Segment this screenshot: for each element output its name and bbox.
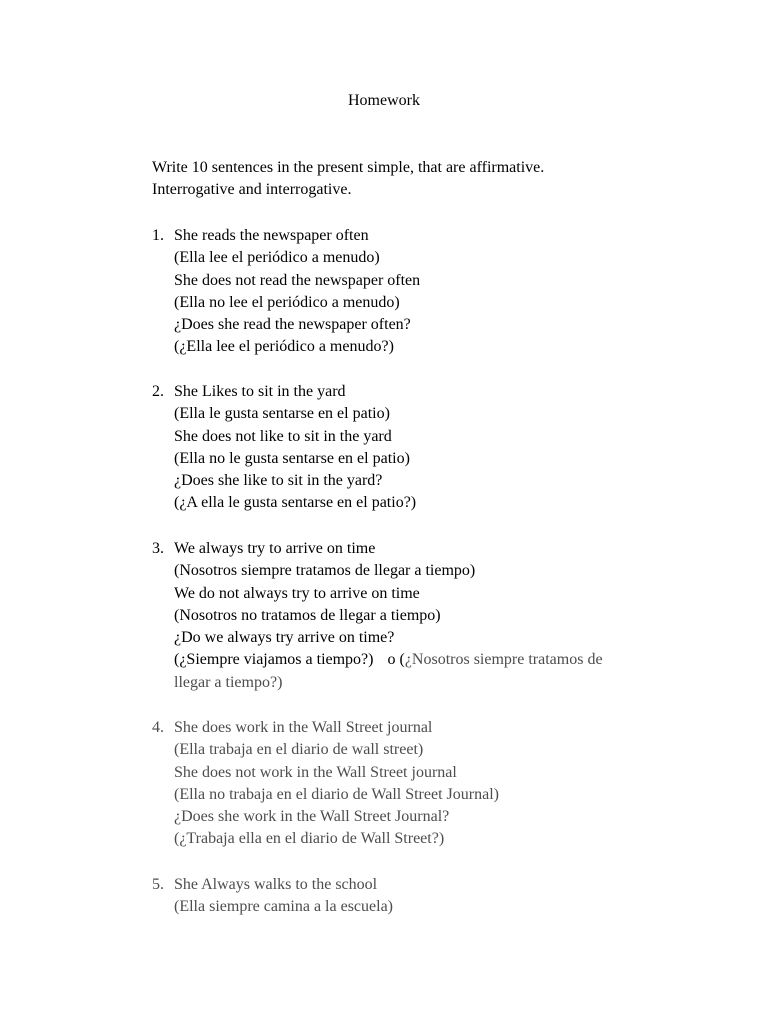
interrogative-sentence: ¿Do we always try arrive on time? (174, 629, 395, 647)
affirmative-sentence: She does work in the Wall Street journal (174, 719, 433, 736)
item-number: 4. (152, 719, 164, 736)
interrogative-translation: (¿A ella le gusta sentarse en el patio?) (174, 494, 417, 512)
item-number: 1. (152, 227, 164, 244)
negative-translation: (Ella no lee el periódico a menudo) (174, 293, 400, 311)
affirmative-sentence: She Likes to sit in the yard (174, 383, 346, 400)
negative-sentence: She does not read the newspaper often (174, 271, 421, 289)
negative-sentence: She does not like to sit in the yard (174, 427, 392, 445)
affirmative-translation: (Ella le gusta sentarse en el patio) (174, 405, 390, 423)
interrogative-sentence: ¿Does she read the newspaper often? (174, 316, 411, 334)
instructions (152, 157, 652, 201)
affirmative-translation: (Ella siempre camina a la escuela) (174, 898, 393, 916)
list-item-5 (152, 874, 672, 919)
affirmative-sentence: She Always walks to the school (174, 876, 378, 893)
negative-translation: (Nosotros no tratamos de llegar a tiempo) (174, 606, 441, 624)
affirmative-translation: (Ella trabaja en el diario de wall street) (174, 741, 424, 759)
list-item-1 (152, 225, 672, 359)
affirmative-sentence: She reads the newspaper often (174, 227, 369, 244)
instructions-line-2: Interrogative and interrogative. (152, 181, 352, 198)
item-number: 3. (152, 540, 164, 557)
negative-sentence: We do not always try to arrive on time (174, 584, 420, 602)
negative-translation: (Ella no trabaja en el diario de Wall Street Journal) (174, 785, 499, 803)
instructions-line-1: Write 10 sentences in the present simple, that are affirmative. (152, 159, 545, 176)
interrogative-translation: (¿Trabaja ella en el diario de Wall Street?) (174, 830, 445, 848)
negative-translation: (Ella no le gusta sentarse en el patio) (174, 449, 410, 467)
interrogative-sentence: ¿Does she like to sit in the yard? (174, 472, 383, 490)
interrogative-sentence: ¿Does she work in the Wall Street Journal? (174, 808, 450, 826)
alternative-prefix: o ( (387, 651, 405, 669)
item-number: 2. (152, 383, 164, 400)
negative-sentence: She does not work in the Wall Street journal (174, 763, 457, 781)
interrogative-translation (174, 649, 672, 671)
alternative-translation: ¿Nosotros siempre tratamos de (404, 651, 603, 669)
affirmative-sentence: We always try to arrive on time (174, 540, 376, 557)
list-item-3 (152, 538, 672, 694)
interrogative-translation: (¿Ella lee el periódico a menudo?) (174, 338, 394, 356)
affirmative-translation: (Nosotros siempre tratamos de llegar a tiempo) (174, 562, 476, 580)
alternative-translation-continued: llegar a tiempo?) (174, 673, 283, 691)
item-number: 5. (152, 876, 164, 893)
list-item-4 (152, 717, 672, 851)
affirmative-translation: (Ella lee el periódico a menudo) (174, 249, 380, 267)
list-item-2 (152, 381, 672, 515)
interrogative-translation-part1: (¿Siempre viajamos a tiempo?) (174, 651, 374, 669)
document-title: Homework (348, 92, 420, 109)
